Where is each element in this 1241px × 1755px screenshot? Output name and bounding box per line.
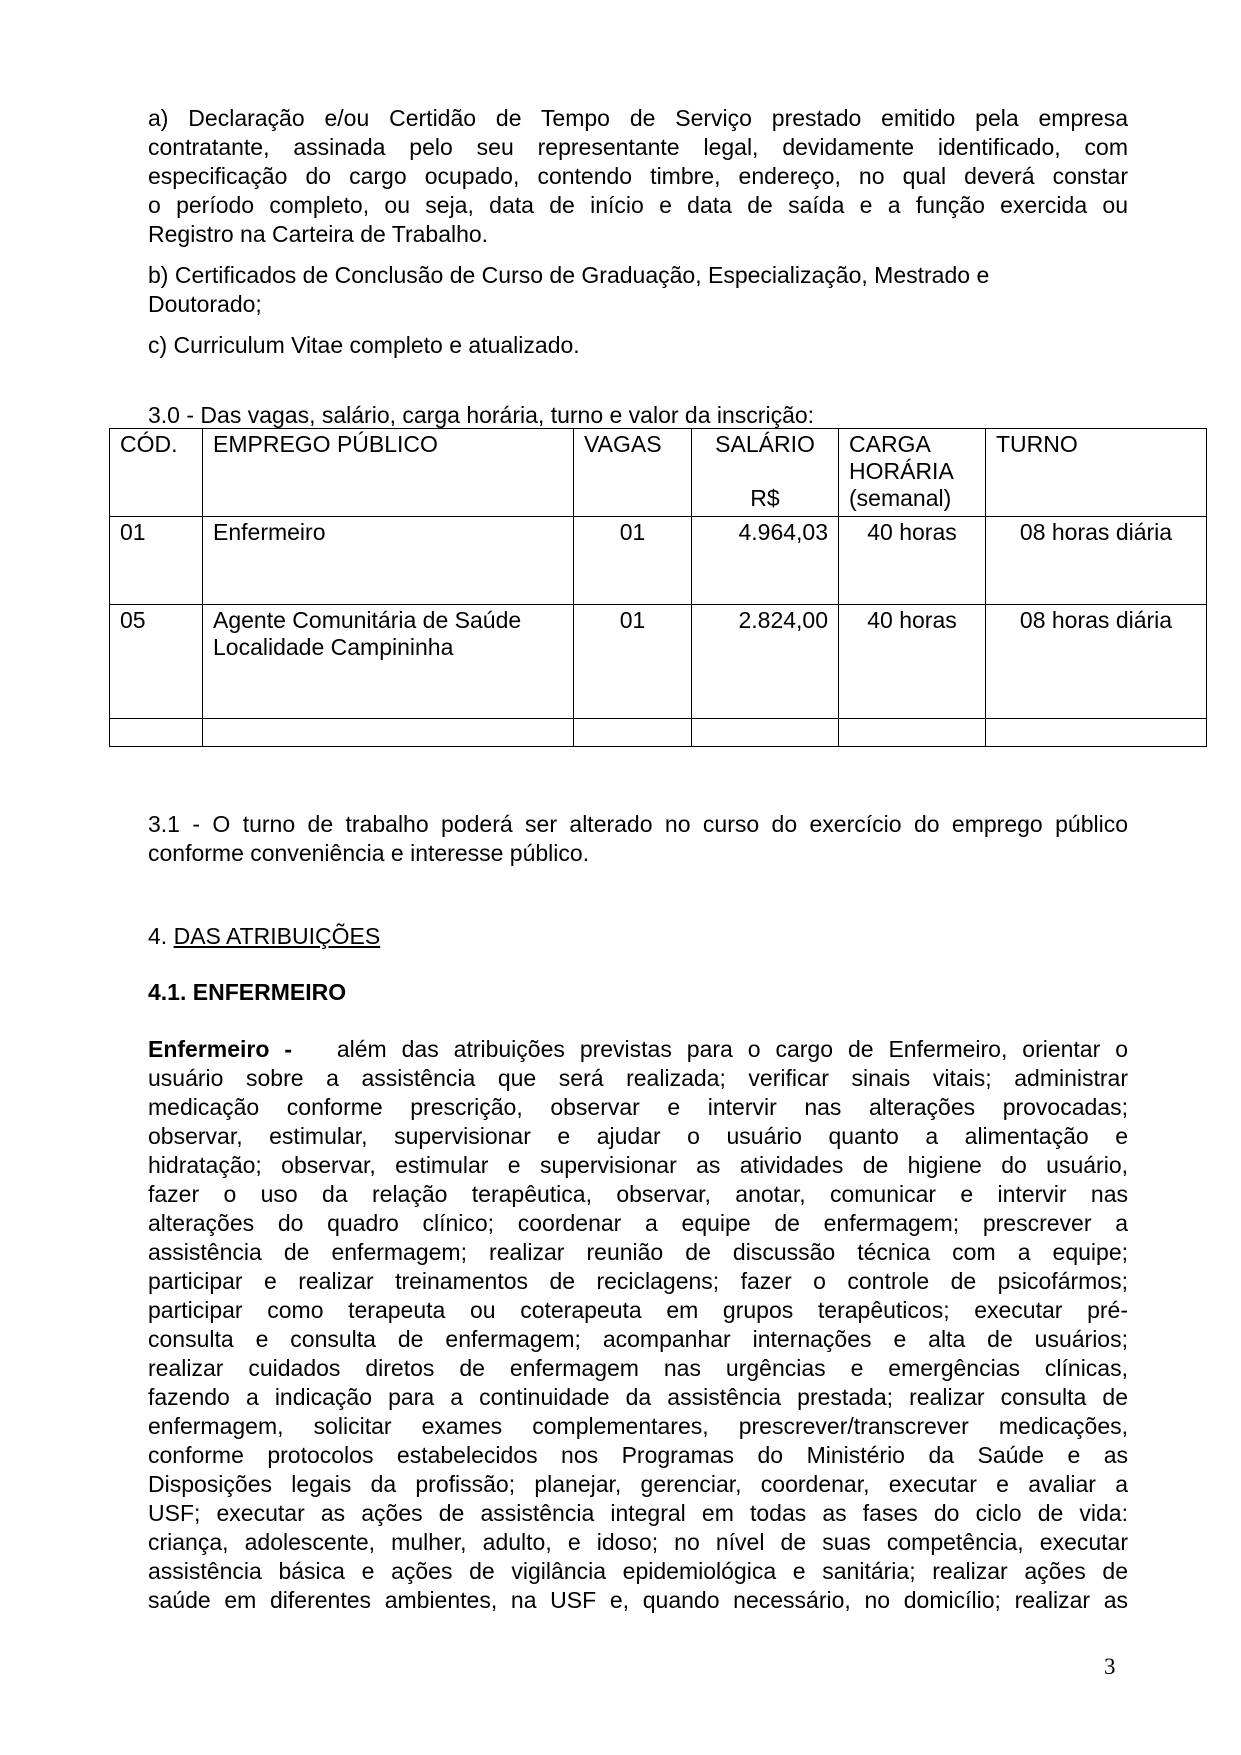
section-3-0-heading: 3.0 - Das vagas, salário, carga horária, turno e valor da inscrição:	[148, 402, 815, 428]
paragraph-line: participar e realizar treinamentos de reciclagens; fazer o controle de psicofármos;	[148, 1268, 1128, 1294]
paragraph-line: conforme protocolos estabelecidos nos Programas do Ministério da Saúde e as	[148, 1442, 1128, 1468]
cell-vagas: 01	[574, 517, 692, 605]
paragraph-line: consulta e consulta de enfermagem; acompanhar internações e alta de usuários;	[148, 1326, 1128, 1352]
paragraph-line: criança, adolescente, mulher, adulto, e idoso; no nível de suas competência, executar	[148, 1529, 1128, 1555]
paragraph-line: observar, estimular, supervisionar e ajudar o usuário quanto a alimentação e	[148, 1123, 1128, 1149]
table-row	[110, 517, 1207, 605]
cell-carga: 40 horas	[839, 517, 986, 605]
header-carga-line: (semanal)	[849, 485, 952, 511]
header-carga-line: HORÁRIA	[849, 458, 954, 484]
paragraph-line: usuário sobre a assistência que será realizada; verificar sinais vitais; administrar	[148, 1065, 1128, 1091]
item-a-line: o período completo, ou seja, data de início e data de saída e a função exercida ou	[148, 192, 1128, 218]
paragraph-line-text: além das atribuições previstas para o cargo de Enfermeiro, orientar o	[336, 1036, 1128, 1062]
section-4-1-heading: 4.1. ENFERMEIRO	[148, 979, 347, 1005]
enfermeiro-paragraph	[148, 1035, 1128, 1615]
item-a-line: a) Declaração e/ou Certidão de Tempo de Serviço prestado emitido pela empresa	[148, 105, 1128, 131]
item-b	[148, 261, 1128, 319]
paragraph-line: medicação conforme prescrição, observar e intervir nas alterações provocadas;	[148, 1094, 1128, 1120]
header-carga	[839, 429, 986, 517]
header-salario-line: R$	[750, 485, 780, 511]
enfermeiro-lead: Enfermeiro -	[148, 1036, 293, 1062]
cell-cod: 01	[110, 517, 203, 605]
cell-emprego-line: Enfermeiro	[213, 519, 326, 545]
cell-emprego-line: Localidade Campininha	[213, 634, 454, 660]
paragraph-line	[148, 1035, 1128, 1064]
item-c: c) Curriculum Vitae completo e atualizado.	[148, 332, 580, 358]
paragraph-line: Disposições legais da profissão; planejar, gerenciar, coordenar, executar e avaliar a	[148, 1471, 1128, 1497]
paragraph-line: saúde em diferentes ambientes, na USF e, quando necessário, no domicílio; realizar as	[148, 1587, 1128, 1613]
header-salario-line: SALÁRIO	[715, 431, 815, 457]
paragraph-line: enfermagem, solicitar exames complementares, prescrever/transcrever medicações,	[148, 1413, 1128, 1439]
cell-emprego	[203, 605, 574, 719]
section-3-1	[148, 810, 1128, 868]
section-3-1-line: 3.1 - O turno de trabalho poderá ser alterado no curso do exercício do emprego público	[148, 811, 1128, 837]
cell-cod: 05	[110, 605, 203, 719]
paragraph-line: hidratação; observar, estimular e supervisionar as atividades de higiene do usuário,	[148, 1152, 1128, 1178]
paragraph-line: fazer o uso da relação terapêutica, observar, anotar, comunicar e intervir nas	[148, 1181, 1128, 1207]
header-salario	[692, 429, 839, 517]
section-4-title: DAS ATRIBUIÇÕES	[173, 923, 381, 949]
table-row	[110, 605, 1207, 719]
header-turno: TURNO	[986, 429, 1207, 517]
cell-emprego	[203, 517, 574, 605]
header-emprego: EMPREGO PÚBLICO	[203, 429, 574, 517]
item-b-line: b) Certificados de Conclusão de Curso de Graduação, Especialização, Mestrado e	[148, 262, 990, 288]
item-a-line: especificação do cargo ocupado, contendo timbre, endereço, no qual deverá constar	[148, 163, 1128, 189]
paragraph-line: participar como terapeuta ou coterapeuta em grupos terapêuticos; executar pré-	[148, 1297, 1128, 1323]
header-cod: CÓD.	[110, 429, 203, 517]
page-number: 3	[1104, 1654, 1116, 1679]
paragraph-line: assistência de enfermagem; realizar reunião de discussão técnica com a equipe;	[148, 1239, 1128, 1265]
vagas-table	[109, 428, 1207, 747]
item-a-line: Registro na Carteira de Trabalho.	[148, 221, 489, 247]
header-vagas: VAGAS	[574, 429, 692, 517]
item-b-line: Doutorado;	[148, 291, 262, 317]
header-carga-line: CARGA	[849, 431, 931, 457]
paragraph-line: USF; executar as ações de assistência integral em todas as fases do ciclo de vida:	[148, 1500, 1128, 1526]
section-4-heading	[148, 922, 1128, 951]
paragraph-line: alterações do quadro clínico; coordenar a equipe de enfermagem; prescrever a	[148, 1210, 1128, 1236]
section-4-number: 4.	[148, 923, 174, 949]
table-header-row	[110, 429, 1207, 517]
cell-turno: 08 horas diária	[986, 605, 1207, 719]
cell-turno: 08 horas diária	[986, 517, 1207, 605]
cell-salario: 2.824,00	[692, 605, 839, 719]
cell-vagas: 01	[574, 605, 692, 719]
paragraph-line: fazendo a indicação para a continuidade da assistência prestada; realizar consulta de	[148, 1384, 1128, 1410]
cell-emprego-line: Agente Comunitária de Saúde	[213, 607, 522, 633]
cell-carga: 40 horas	[839, 605, 986, 719]
table-row-empty	[110, 719, 1207, 747]
cell-salario: 4.964,03	[692, 517, 839, 605]
section-3-1-line: conforme conveniência e interesse público.	[148, 840, 590, 866]
paragraph-line: realizar cuidados diretos de enfermagem nas urgências e emergências clínicas,	[148, 1355, 1128, 1381]
item-a	[148, 104, 1128, 249]
item-a-line: contratante, assinada pelo seu representante legal, devidamente identificado, com	[148, 134, 1128, 160]
paragraph-line: assistência básica e ações de vigilância epidemiológica e sanitária; realizar ações de	[148, 1558, 1128, 1584]
